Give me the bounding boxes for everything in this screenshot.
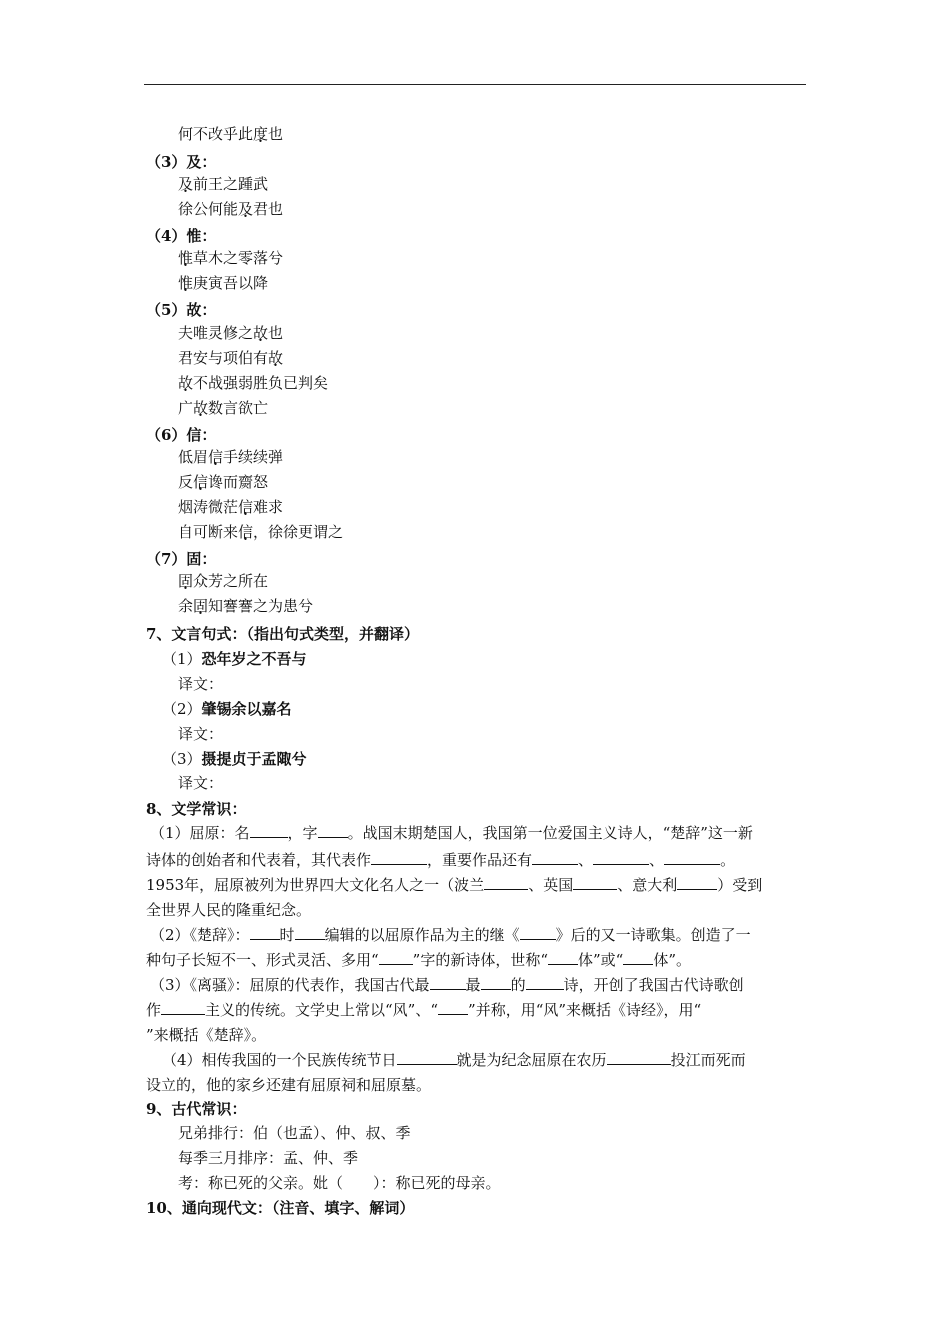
example-line: 何不改乎此度也 bbox=[178, 125, 284, 143]
emphasis-char: 信 bbox=[193, 473, 209, 491]
emphasis-char: 故 bbox=[178, 374, 194, 392]
knowledge-line: 每季三月排序：孟、仲、季 bbox=[178, 1149, 359, 1167]
question-line: （3）摄提贞于孟陬兮 bbox=[162, 750, 307, 768]
emphasis-char: 度 bbox=[253, 125, 269, 143]
item-heading: （7）固： bbox=[146, 550, 217, 568]
emphasis-char: 及 bbox=[238, 200, 254, 218]
paragraph-line: （2）《楚辞》： 时 编辑的以屈原作品为主的继《 》后的又一诗歌集。创造了一 bbox=[150, 926, 751, 944]
fill-blank[interactable] bbox=[318, 823, 348, 838]
fill-blank[interactable] bbox=[161, 1000, 205, 1015]
fill-blank[interactable] bbox=[481, 975, 511, 990]
example-line: 及前王之踵武 bbox=[178, 175, 269, 193]
translation-label: 译文： bbox=[178, 774, 224, 792]
fill-blank[interactable] bbox=[526, 975, 564, 990]
example-line: 固众芳之所在 bbox=[178, 572, 269, 590]
emphasis-char: 固 bbox=[193, 597, 209, 615]
emphasis-char: 固 bbox=[178, 572, 194, 590]
example-line: 惟庚寅吾以降 bbox=[178, 274, 269, 292]
emphasis-char: 及 bbox=[178, 175, 194, 193]
section-heading: 7、文言句式：（指出句式类型，并翻译） bbox=[146, 625, 419, 643]
fill-blank[interactable] bbox=[548, 950, 578, 965]
example-line: 低眉信手续续弹 bbox=[178, 448, 284, 466]
paragraph-line: 1953年，屈原被列为世界四大文化名人之一（波兰 、英国 、意大利 ）受到 bbox=[146, 876, 763, 894]
emphasis-char: 惟 bbox=[178, 249, 194, 267]
question-line: （2）肇锡余以嘉名 bbox=[162, 700, 292, 718]
paragraph-line: 设立的，他的家乡还建有屈原祠和屈原墓。 bbox=[146, 1076, 432, 1094]
paragraph-line: 种句子长短不一、形式灵活、多用“ ”字的新诗体，世称“ 体”或“ 体”。 bbox=[146, 951, 692, 969]
item-heading: （5）故： bbox=[146, 301, 217, 319]
header-rule bbox=[144, 84, 806, 85]
emphasis-char: 故 bbox=[253, 324, 269, 342]
fill-blank[interactable] bbox=[573, 875, 617, 890]
fill-blank[interactable] bbox=[379, 950, 413, 965]
fill-blank[interactable] bbox=[677, 875, 717, 890]
emphasis-char: 惟 bbox=[178, 274, 194, 292]
example-line: 惟草木之零落兮 bbox=[178, 249, 284, 267]
emphasis-char: 信 bbox=[238, 498, 254, 516]
fill-blank[interactable] bbox=[250, 823, 288, 838]
paragraph-line: 全世界人民的隆重纪念。 bbox=[146, 901, 312, 919]
emphasis-char: 信 bbox=[238, 523, 254, 541]
example-line: 徐公何能及君也 bbox=[178, 200, 284, 218]
paragraph-line: ”来概括《楚辞》。 bbox=[146, 1026, 267, 1044]
example-line: 余固知謇謇之为患兮 bbox=[178, 597, 314, 615]
paragraph-line: （1）屈原：名 ，字 。战国末期楚国人，我国第一位爱国主义诗人，“楚辞”这一新 bbox=[150, 824, 753, 842]
example-line: 烟涛微茫信难求 bbox=[178, 498, 284, 516]
fill-blank[interactable] bbox=[250, 925, 280, 940]
example-line: 自可断来信，徐徐更谓之 bbox=[178, 523, 344, 541]
item-heading: （3）及： bbox=[146, 153, 217, 171]
fill-blank[interactable] bbox=[438, 1000, 468, 1015]
fill-blank[interactable] bbox=[484, 875, 528, 890]
knowledge-line: 考：称已死的父亲。妣（ ）：称已死的母亲。 bbox=[178, 1174, 501, 1192]
section-heading: 10、通向现代文：（注音、填字、解词） bbox=[146, 1199, 415, 1217]
fill-blank[interactable] bbox=[430, 975, 466, 990]
section-heading: 8、文学常识： bbox=[146, 800, 247, 818]
section-heading: 9、古代常识： bbox=[146, 1100, 247, 1118]
emphasis-char: 信 bbox=[208, 448, 224, 466]
fill-blank[interactable] bbox=[295, 925, 325, 940]
paragraph-line: （4）相传我国的一个民族传统节日 就是为纪念屈原在农历 投江而死而 bbox=[162, 1051, 746, 1069]
fill-blank[interactable] bbox=[607, 1050, 671, 1065]
example-line: 广故数言欲亡 bbox=[178, 399, 269, 417]
item-heading: （4）惟： bbox=[146, 227, 217, 245]
fill-blank[interactable] bbox=[397, 1050, 457, 1065]
fill-blank[interactable] bbox=[623, 950, 653, 965]
fill-blank[interactable] bbox=[593, 850, 649, 865]
fill-blank[interactable] bbox=[664, 850, 720, 865]
example-line: 反信谗而齌怒 bbox=[178, 473, 269, 491]
paragraph-line: （3）《离骚》：屈原的代表作，我国古代最 最 的 诗，开创了我国古代诗歌创 bbox=[150, 976, 744, 994]
fill-blank[interactable] bbox=[520, 925, 556, 940]
fill-blank[interactable] bbox=[371, 850, 427, 865]
paragraph-line: 作 主义的传统。文学史上常以“风”、“ ”并称，用“风”来概括《诗经》，用“ bbox=[146, 1001, 702, 1019]
translation-label: 译文： bbox=[178, 675, 224, 693]
example-line: 夫唯灵修之故也 bbox=[178, 324, 284, 342]
knowledge-line: 兄弟排行：伯（也孟）、仲、叔、季 bbox=[178, 1124, 411, 1142]
emphasis-char: 故 bbox=[268, 349, 284, 367]
paragraph-line: 诗体的创始者和代表着，其代表作 ，重要作品还有 、 、 。 bbox=[146, 851, 736, 869]
question-line: （1）恐年岁之不吾与 bbox=[162, 650, 307, 668]
example-line: 故不战强弱胜负已判矣 bbox=[178, 374, 329, 392]
emphasis-char: 故 bbox=[193, 399, 209, 417]
example-line: 君安与项伯有故 bbox=[178, 349, 284, 367]
item-heading: （6）信： bbox=[146, 426, 217, 444]
translation-label: 译文： bbox=[178, 725, 224, 743]
fill-blank[interactable] bbox=[532, 850, 578, 865]
